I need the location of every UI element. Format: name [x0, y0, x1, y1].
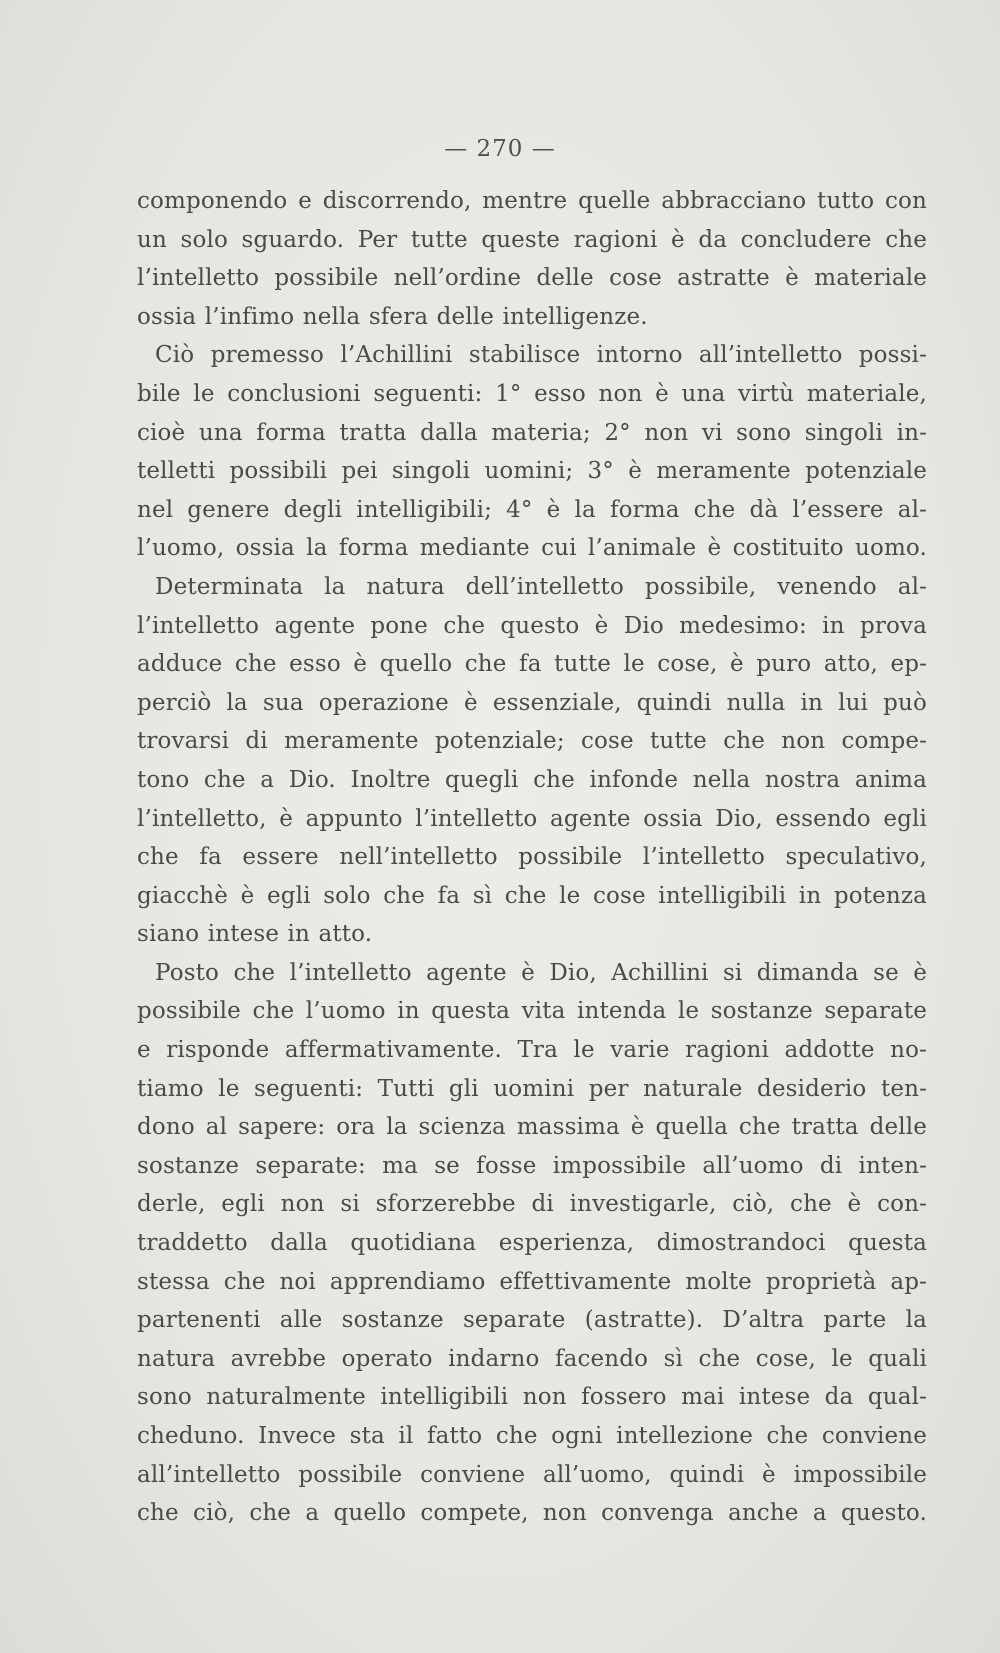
text-line: l’intelletto possibile nell’ordine delle cose astratte è materiale: [137, 265, 927, 292]
text-line: adduce che esso è quello che fa tutte le cose, è puro atto, ep-: [137, 651, 927, 678]
text-line: tono che a Dio. Inoltre quegli che infonde nella nostra anima: [137, 766, 927, 793]
text-line: componendo e discorrendo, mentre quelle abbracciano tutto con: [137, 188, 927, 214]
text-line: trovarsi di meramente potenziale; cose tutte che non compe-: [137, 728, 927, 755]
text-line: all’intelletto possibile conviene all’uomo, quindi è impossibile: [137, 1461, 927, 1488]
text-line: cheduno. Invece sta il fatto che ogni intellezione che conviene: [137, 1423, 927, 1449]
text-line: possibile che l’uomo in questa vita intenda le sostanze separate: [137, 998, 927, 1025]
text-line: partenenti alle sostanze separate (astratte). D’altra parte la: [137, 1307, 927, 1334]
text-line: derle, egli non si sforzerebbe di investigarle, ciò, che è con-: [137, 1191, 927, 1218]
text-line: siano intese in atto.: [137, 921, 373, 948]
page-number: — 270 —: [444, 136, 556, 162]
text-line: Ciò premesso l’Achillini stabilisce intorno all’intelletto possi-: [155, 342, 927, 369]
text-line: e risponde affermativamente. Tra le varie ragioni addotte no-: [137, 1037, 927, 1064]
text-line: sostanze separate: ma se fosse impossibile all’uomo di inten-: [137, 1152, 927, 1179]
text-line: stessa che noi apprendiamo effettivamente molte proprietà ap-: [137, 1268, 927, 1295]
text-line: ossia l’infimo nella sfera delle intelligenze.: [137, 303, 648, 330]
text-line: un solo sguardo. Per tutte queste ragioni è da concludere che: [137, 226, 927, 253]
text-line: sono naturalmente intelligibili non fossero mai intese da qual-: [137, 1384, 927, 1411]
text-line: bile le conclusioni seguenti: 1° esso non è una virtù materiale,: [137, 380, 927, 407]
text-line: telletti possibili pei singoli uomini; 3° è meramente potenziale: [137, 458, 927, 485]
text-line: nel genere degli intelligibili; 4° è la forma che dà l’essere al-: [137, 496, 927, 523]
text-line: natura avrebbe operato indarno facendo sì che cose, le quali: [137, 1345, 927, 1372]
text-line: perciò la sua operazione è essenziale, quindi nulla in lui può: [137, 689, 927, 716]
body-text: [137, 182, 927, 1533]
text-line: che ciò, che a quello compete, non convenga anche a questo.: [137, 1500, 927, 1527]
text-line: giacchè è egli solo che fa sì che le cose intelligibili in potenza: [137, 882, 927, 909]
text-line: cioè una forma tratta dalla materia; 2° non vi sono singoli in-: [137, 419, 927, 446]
text-line: l’uomo, ossia la forma mediante cui l’animale è costituito uomo.: [137, 535, 927, 562]
text-line: l’intelletto agente pone che questo è Dio medesimo: in prova: [137, 612, 927, 639]
text-line: che fa essere nell’intelletto possibile l’intelletto speculativo,: [137, 844, 927, 871]
text-line: traddetto dalla quotidiana esperienza, dimostrandoci questa: [137, 1230, 927, 1257]
text-line: Posto che l’intelletto agente è Dio, Achillini si dimanda se è: [155, 959, 927, 986]
text-line: tiamo le seguenti: Tutti gli uomini per naturale desiderio ten-: [137, 1075, 927, 1102]
text-line: l’intelletto, è appunto l’intelletto agente ossia Dio, essendo egli: [137, 805, 927, 832]
text-line: Determinata la natura dell’intelletto possibile, venendo al-: [155, 573, 927, 600]
text-line: dono al sapere: ora la scienza massima è quella che tratta delle: [137, 1114, 927, 1141]
